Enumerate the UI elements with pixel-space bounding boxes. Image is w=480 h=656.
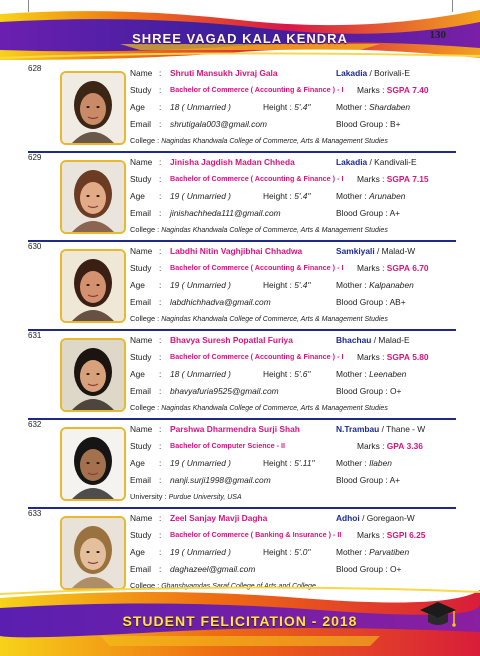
university-name: Purdue University, USA (168, 494, 242, 501)
grade-type: GPA (386, 441, 405, 451)
student-entry: 629 Name : Jinisha Jagdish Madan Chheda Lakadia / Kandivali-E Study : Bachelor of Commerce ( Accounting & Finance ) - I Marks : SGPA 7.15 Age : 19 ( Unmarried ) Height : 5'.4" Mother : Arunaben Email : jinishachheda111@gmail.com Blood Group : A+ College : Nagindas Khandwala College of Commerce, Arts & Management Studies (28, 153, 429, 234)
email-label: Email (130, 564, 151, 574)
entry-divider (28, 240, 456, 242)
study-label: Study (130, 352, 152, 362)
colon: : (159, 530, 162, 540)
email-value: labdhichhadva@gmail.com (170, 297, 271, 307)
height-label: Height (263, 369, 288, 379)
colon: : (159, 119, 162, 129)
height-value: 5'.4" (294, 102, 311, 112)
study-label: Study (130, 174, 152, 184)
study-label: Study (130, 530, 152, 540)
marks: Marks : SGPA 7.15 (357, 174, 429, 184)
study-course: Bachelor of Commerce ( Accounting & Finance ) - I (170, 174, 344, 183)
student-name: Labdhi Nitin Vaghjibhai Chhadwa (170, 246, 303, 256)
colon: : (159, 441, 162, 451)
college-label: College (130, 136, 156, 145)
marks: Marks : GPA 3.36 (357, 441, 423, 451)
marks-label: Marks (357, 85, 380, 95)
height-value: 5'.4" (294, 280, 311, 290)
email-label: Email (130, 208, 151, 218)
entry-divider (28, 329, 456, 331)
residence: / Borivali-E (369, 68, 411, 78)
entry-divider (28, 507, 456, 509)
residence: / Thane - W (381, 424, 426, 434)
college-label: College (130, 225, 156, 234)
marks-label: Marks (357, 441, 380, 451)
entry-divider (28, 418, 456, 420)
email-value: daghazeel@gmail.com (170, 564, 256, 574)
age-value: 19 ( Unmarried ) (170, 191, 231, 201)
colon: : (159, 280, 162, 290)
height-value: 5'.11" (294, 458, 315, 468)
native-place: Bhachau (336, 335, 372, 345)
marks: Marks : SGPA 5.80 (357, 352, 429, 362)
age-value: 19 ( Unmarried ) (170, 280, 231, 290)
grade-type: SGPA (386, 85, 410, 95)
grade-value: 3.36 (406, 441, 423, 451)
college-label: College (130, 314, 156, 323)
marks-label: Marks (357, 352, 380, 362)
colon: : (159, 564, 162, 574)
org-name: SHREE VAGAD KALA KENDRA (132, 31, 348, 46)
blood-group-value: O+ (390, 564, 402, 574)
mother-name: Shardaben (369, 102, 411, 112)
colon: : (159, 547, 162, 557)
mother-label: Mother (336, 280, 363, 290)
footer-title: STUDENT FELICITATION - 2018 (122, 613, 358, 629)
student-entry: 632 Name : Parshwa Dharmendra Surji Shah N.Trambau / Thane - W Study : Bachelor of Computer Science - II Marks : GPA 3.36 Age : 19 ( Unmarried ) Height : 5'.11" Mother : Ilaben Email : nanji.surji1998@gmail.com Blood Group : A+ University : Purdue University, USA (28, 420, 426, 501)
student-photo (60, 516, 126, 590)
marks: Marks : SGPI 6.25 (357, 530, 426, 540)
grade-type: SGPA (386, 174, 410, 184)
college-label: College (130, 581, 156, 590)
student-name: Zeel Sanjay Mavji Dagha (170, 513, 268, 523)
email-value: jinishachheda111@gmail.com (170, 208, 281, 218)
age-value: 18 ( Unmarried ) (170, 102, 231, 112)
blood-group-value: A+ (389, 475, 401, 485)
age-label: Age (130, 547, 145, 557)
marks-label: Marks (357, 530, 380, 540)
grade-type: SGPA (386, 352, 410, 362)
mother-name: Arunaben (369, 191, 406, 201)
blood-group-label: Blood Group (336, 208, 384, 218)
mother-label: Mother (336, 458, 363, 468)
student-photo (60, 160, 126, 234)
study-label: Study (130, 441, 152, 451)
email-label: Email (130, 386, 151, 396)
student-name: Bhavya Suresh Popatlal Furiya (170, 335, 293, 345)
student-entry: 631 Name : Bhavya Suresh Popatlal Furiya Bhachau / Malad-E Study : Bachelor of Commerce ( Accounting & Finance ) - I Marks : SGPA 5.80 Age : 18 ( Unmarried ) Height : 5'.6" Mother : Leenaben Email : bhavyafuria9525@gmail.com Blood Group : O+ College : Nagindas Khandwala College of Commerce, Arts & Management Studies (28, 331, 429, 412)
grade-type: SGPA (386, 263, 410, 273)
residence: / Malad-W (376, 246, 416, 256)
study-course: Bachelor of Computer Science - II (170, 441, 286, 450)
email-value: bhavyafuria9525@gmail.com (170, 386, 279, 396)
height-value: 5'.0" (294, 547, 311, 557)
colon: : (159, 297, 162, 307)
name-label: Name (130, 513, 153, 523)
student-entry: 630 Name : Labdhi Nitin Vaghjibhai Chhadwa Samkiyali / Malad-W Study : Bachelor of Commerce ( Accounting & Finance ) - I Marks : SGPA 6.70 Age : 19 ( Unmarried ) Height : 5'.4" Mother : Kalpanaben Email : labdhichhadva@gmail.com Blood Group : AB+ College : Nagindas Khandwala College of Commerce, Arts & Management Studies (28, 242, 429, 323)
height-value: 5'.4" (294, 191, 311, 201)
entry-number: 631 (28, 331, 42, 340)
colon: : (159, 85, 162, 95)
entry-divider (28, 151, 456, 153)
location (336, 244, 415, 258)
college-name: Nagindas Khandwala College of Commerce, Arts & Management Studies (161, 138, 388, 145)
mother-label: Mother (336, 547, 363, 557)
residence: / Goregaon-W (362, 513, 415, 523)
college-name: Nagindas Khandwala College of Commerce, Arts & Management Studies (161, 405, 388, 412)
native-place: Samkiyali (336, 246, 375, 256)
native-place: Adhoi (336, 513, 360, 523)
location (336, 333, 410, 347)
college-label: College (130, 403, 156, 412)
college-name: Ghanshyamdas Saraf College of Arts and College (161, 583, 316, 590)
entry-number: 628 (28, 64, 42, 73)
location (336, 66, 410, 80)
age-value: 18 ( Unmarried ) (170, 369, 231, 379)
mother-label: Mother (336, 191, 363, 201)
height-label: Height (263, 102, 288, 112)
colon: : (159, 369, 162, 379)
student-photo (60, 71, 126, 145)
entry-number: 632 (28, 420, 42, 429)
marks: Marks : SGPA 6.70 (357, 263, 429, 273)
student-photo (60, 427, 126, 501)
grade-value: 6.25 (409, 530, 426, 540)
location (336, 155, 417, 169)
age-label: Age (130, 280, 145, 290)
grade-value: 5.80 (412, 352, 429, 362)
student-entry: 633 Name : Zeel Sanjay Mavji Dagha Adhoi / Goregaon-W Study : Bachelor of Commerce ( Banking & Insurance ) - II Marks : SGPI 6.25 Age : 19 ( Unmarried ) Height : 5'.0" Mother : Parvatiben Email : daghazeel@gmail.com Blood Group : O+ College : Ghanshyamdas Saraf College of Arts and College (28, 509, 426, 590)
college-name: Nagindas Khandwala College of Commerce, Arts & Management Studies (161, 227, 388, 234)
college-name: Nagindas Khandwala College of Commerce, Arts & Management Studies (161, 316, 388, 323)
student-name: Parshwa Dharmendra Surji Shah (170, 424, 300, 434)
grade-value: 7.40 (412, 85, 429, 95)
colon: : (159, 386, 162, 396)
study-course: Bachelor of Commerce ( Accounting & Finance ) - I (170, 352, 344, 361)
study-label: Study (130, 85, 152, 95)
residence: / Kandivali-E (369, 157, 417, 167)
marks-label: Marks (357, 263, 380, 273)
native-place: Lakadia (336, 157, 368, 167)
colon: : (159, 513, 162, 523)
blood-group-value: A+ (389, 208, 401, 218)
entry-number: 629 (28, 153, 42, 162)
study-course: Bachelor of Commerce ( Banking & Insurance ) - II (170, 530, 342, 539)
colon: : (159, 208, 162, 218)
page-number: 130 (429, 29, 446, 41)
email-label: Email (130, 297, 151, 307)
email-label: Email (130, 475, 151, 485)
location (336, 422, 425, 436)
grade-value: 7.15 (412, 174, 429, 184)
colon: : (159, 475, 162, 485)
age-label: Age (130, 458, 145, 468)
email-label: Email (130, 119, 151, 129)
blood-group-label: Blood Group (336, 119, 384, 129)
study-label: Study (130, 263, 152, 273)
blood-group-value: B+ (390, 119, 401, 129)
student-photo (60, 249, 126, 323)
colon: : (159, 458, 162, 468)
mother-label: Mother (336, 369, 363, 379)
blood-group-label: Blood Group (336, 297, 384, 307)
blood-group-value: O+ (390, 386, 402, 396)
study-course: Bachelor of Commerce ( Accounting & Finance ) - I (170, 85, 344, 94)
mother-name: Ilaben (369, 458, 392, 468)
native-place: Lakadia (336, 68, 368, 78)
height-label: Height (263, 458, 288, 468)
colon: : (159, 102, 162, 112)
age-label: Age (130, 102, 145, 112)
name-label: Name (130, 335, 153, 345)
entry-number: 633 (28, 509, 42, 518)
mother-name: Kalpanaben (369, 280, 414, 290)
colon: : (159, 246, 162, 256)
name-label: Name (130, 157, 153, 167)
university-label: University (130, 492, 163, 501)
age-label: Age (130, 369, 145, 379)
entry-number: 630 (28, 242, 42, 251)
blood-group-value: AB+ (389, 297, 406, 307)
email-value: shrutigala003@gmail.com (170, 119, 267, 129)
grade-value: 6.70 (412, 263, 429, 273)
height-label: Height (263, 191, 288, 201)
blood-group-label: Blood Group (336, 564, 384, 574)
colon: : (159, 335, 162, 345)
study-course: Bachelor of Commerce ( Accounting & Finance ) - I (170, 263, 344, 272)
colon: : (159, 424, 162, 434)
age-label: Age (130, 191, 145, 201)
mother-name: Leenaben (369, 369, 407, 379)
age-value: 19 ( Unmarried ) (170, 458, 231, 468)
name-label: Name (130, 424, 153, 434)
age-value: 19 ( Unmarried ) (170, 547, 231, 557)
colon: : (159, 68, 162, 78)
marks: Marks : SGPA 7.40 (357, 85, 429, 95)
height-label: Height (263, 547, 288, 557)
colon: : (159, 157, 162, 167)
student-name: Jinisha Jagdish Madan Chheda (170, 157, 295, 167)
native-place: N.Trambau (336, 424, 380, 434)
grade-type: SGPI (386, 530, 407, 540)
student-name: Shruti Mansukh Jivraj Gala (170, 68, 278, 78)
location (336, 511, 415, 525)
residence: / Malad-E (373, 335, 410, 345)
colon: : (159, 191, 162, 201)
name-label: Name (130, 68, 153, 78)
height-value: 5'.6" (294, 369, 311, 379)
name-label: Name (130, 246, 153, 256)
email-value: nanji.surji1998@gmail.com (170, 475, 271, 485)
colon: : (159, 174, 162, 184)
mother-name: Parvatiben (369, 547, 410, 557)
marks-label: Marks (357, 174, 380, 184)
height-label: Height (263, 280, 288, 290)
student-photo (60, 338, 126, 412)
student-entry: 628 Name : Shruti Mansukh Jivraj Gala Lakadia / Borivali-E Study : Bachelor of Commerce ( Accounting & Finance ) - I Marks : SGPA 7.40 Age : 18 ( Unmarried ) Height : 5'.4" Mother : Shardaben Email : shrutigala003@gmail.com Blood Group : B+ College : Nagindas Khandwala College of Commerce, Arts & Management Studies (28, 64, 429, 145)
blood-group-label: Blood Group (336, 386, 384, 396)
colon: : (159, 352, 162, 362)
blood-group-label: Blood Group (336, 475, 384, 485)
mother-label: Mother (336, 102, 363, 112)
colon: : (159, 263, 162, 273)
